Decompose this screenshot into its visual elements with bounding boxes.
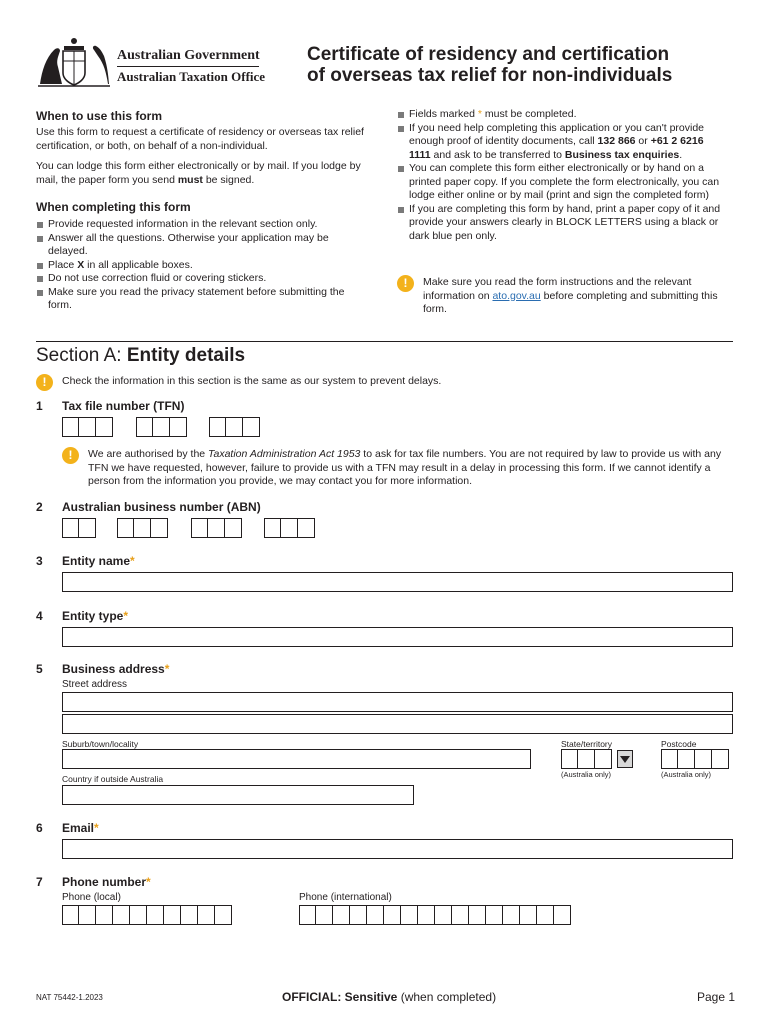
government-name: Australian Government	[117, 48, 260, 63]
question-number: 6	[36, 821, 43, 835]
list-item: Answer all the questions. Otherwise your application may be delayed.	[36, 232, 366, 259]
section-a-title: Section A: Entity details	[36, 345, 246, 366]
question-number: 4	[36, 609, 43, 623]
agency-name: Australian Taxation Office	[117, 69, 266, 84]
tfn-privacy-note: We are authorised by the Taxation Administration Act 1953 to ask for tax file numbers. You are not required by law to provide us with any TFN we have requested, however, failure to provide us with a TFN may result in a delay in processing this form. If we cannot identify a person from the information you provide, we may contact you for more information.	[88, 448, 722, 487]
entity-type-field[interactable]	[62, 627, 733, 647]
question-number: 3	[36, 554, 43, 568]
postcode-field[interactable]	[661, 749, 729, 769]
form-title: Certificate of residency and certification of overseas tax relief for non-individuals	[307, 44, 673, 86]
postcode-note: (Australia only)	[661, 770, 712, 779]
email-field[interactable]	[62, 839, 733, 859]
business-address-label: Business address*	[62, 662, 170, 676]
when-to-use-para2: You can lodge this form either electronically or by mail. If you lodge by mail, the paper form you send must be signed.	[36, 160, 361, 186]
tfn-label: Tax file number (TFN)	[62, 399, 185, 413]
state-note: (Australia only)	[561, 770, 612, 779]
entity-name-label: Entity name*	[62, 554, 135, 568]
abn-label: Australian business number (ABN)	[62, 500, 261, 514]
section-a-notice: Check the information in this section is the same as our system to prevent delays.	[62, 375, 442, 387]
list-item: Provide requested information in the relevant section only.	[36, 218, 366, 232]
list-item: Fields marked * must be completed.	[397, 108, 727, 122]
street-address-label: Street address	[62, 679, 128, 690]
phone-intl-label: Phone (international)	[299, 892, 392, 903]
question-number: 5	[36, 662, 43, 676]
question-number: 1	[36, 399, 43, 413]
abn-group-3[interactable]	[191, 518, 242, 538]
abn-group-4[interactable]	[264, 518, 315, 538]
phone-local-label: Phone (local)	[62, 892, 121, 903]
page-number: Page 1	[697, 990, 736, 1004]
list-item: Place X in all applicable boxes.	[36, 259, 366, 273]
suburb-field[interactable]	[62, 749, 531, 769]
country-label: Country if outside Australia	[62, 774, 164, 784]
phone-intl-field[interactable]	[299, 905, 571, 925]
abn-group-1[interactable]	[62, 518, 96, 538]
state-dropdown-button[interactable]	[617, 750, 633, 768]
when-to-use-heading: When to use this form	[36, 109, 162, 123]
phone-local-field[interactable]	[62, 905, 232, 925]
entity-name-field[interactable]	[62, 572, 733, 592]
question-number: 2	[36, 500, 43, 514]
postcode-label: Postcode	[661, 739, 697, 749]
info-list	[397, 108, 727, 243]
warning-icon: !	[62, 447, 79, 464]
when-completing-heading: When completing this form	[36, 200, 191, 214]
list-item: Make sure you read the privacy statement before submitting the form.	[36, 286, 366, 313]
question-number: 7	[36, 875, 43, 889]
street-address-line2[interactable]	[62, 714, 733, 734]
entity-type-label: Entity type*	[62, 609, 129, 623]
abn-group-2[interactable]	[117, 518, 168, 538]
header-divider	[117, 66, 259, 67]
phone-label: Phone number*	[62, 875, 151, 889]
street-address-line1[interactable]	[62, 692, 733, 712]
country-field[interactable]	[62, 785, 414, 805]
form-code: NAT 75442-1.2023	[36, 993, 103, 1002]
state-field[interactable]	[561, 749, 612, 769]
tfn-group-2[interactable]	[136, 417, 187, 437]
chevron-down-icon	[618, 751, 632, 767]
list-item: You can complete this form either electronically or by hand on a printed paper copy. If you complete the form electronically, you can lodge either online or by mail (print and sign the completed form)	[397, 162, 727, 203]
email-label: Email*	[62, 821, 99, 835]
coat-of-arms-icon	[34, 36, 114, 90]
section-divider	[36, 341, 733, 342]
list-item: If you are completing this form by hand, print a paper copy of it and provide your answers clearly in BLOCK LETTERS using a black or dark blue pen only.	[397, 203, 727, 244]
when-to-use-para1: Use this form to request a certificate of residency or overseas tax relief certification, or both, on behalf of a non-individual.	[36, 126, 364, 152]
tfn-group-1[interactable]	[62, 417, 113, 437]
instructions-note: Make sure you read the form instructions and the relevant information on ato.gov.au before completing and submitting this form.	[423, 276, 718, 315]
security-classification: OFFICIAL: Sensitive (when completed)	[282, 990, 497, 1004]
when-completing-list	[36, 218, 366, 313]
state-label: State/territory	[561, 739, 613, 749]
tfn-group-3[interactable]	[209, 417, 260, 437]
warning-icon: !	[397, 275, 414, 292]
ato-link[interactable]: ato.gov.au	[492, 289, 541, 302]
list-item: If you need help completing this application or you can't provide enough proof of identity documents, call 132 866 or +61 2 6216 1111 and ask to be transferred to Business tax enquiries.	[397, 122, 727, 163]
list-item: Do not use correction fluid or covering stickers.	[36, 272, 366, 286]
suburb-label: Suburb/town/locality	[62, 739, 139, 749]
warning-icon: !	[36, 374, 53, 391]
